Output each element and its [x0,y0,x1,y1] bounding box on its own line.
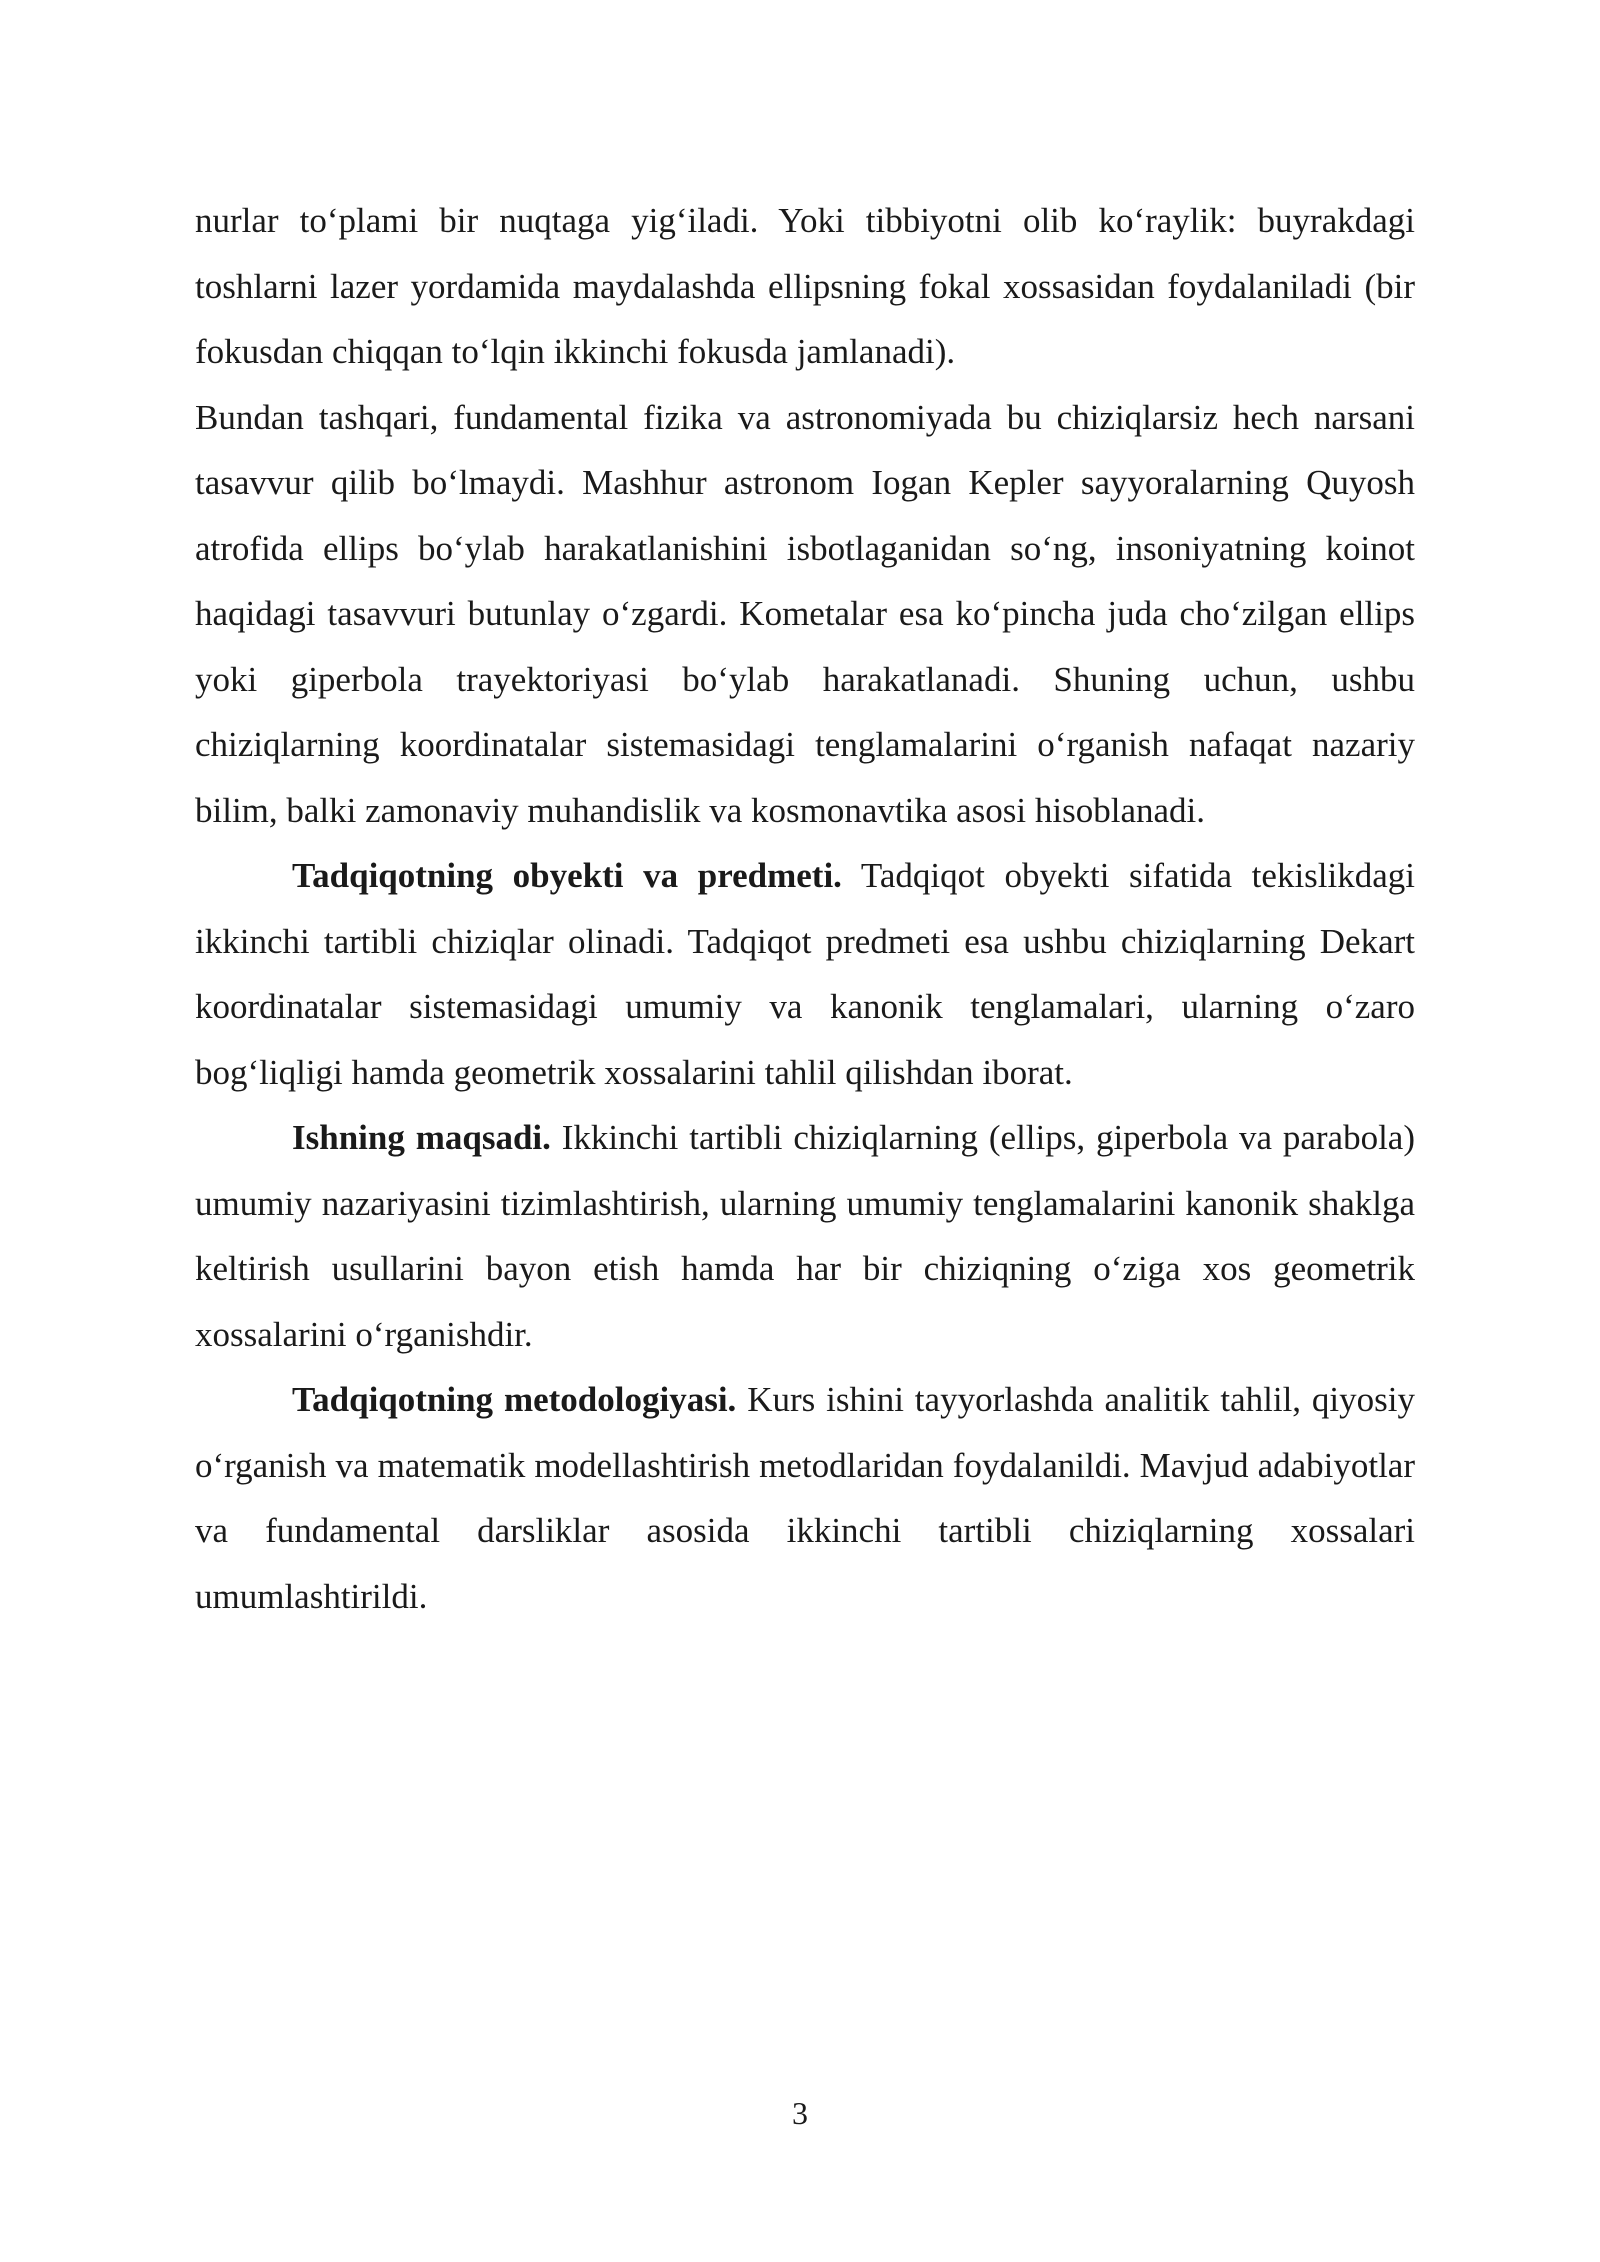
paragraph-goal [195,1105,1415,1367]
section-heading-goal: Ishning maqsadi. [292,1118,551,1157]
document-body [195,188,1415,1629]
paragraph-methodology [195,1367,1415,1629]
paragraph-research-object [195,843,1415,1105]
page-number: 3 [792,2095,808,2131]
paragraph-continuation: nurlar to‘plami bir nuqtaga yig‘iladi. Yoki tibbiyotni olib ko‘raylik: buyrakdagi toshlarni lazer yordamida maydalashda ellipsning fokal xossasidan foydalaniladi (bir fokusdan chiqqan to‘lqin ikkinchi fokusda jamlanadi). [195,201,1415,371]
paragraph-text: Tadqiqot obyekti sifatida tekislikdagi ikkinchi tartibli chiziqlar olinadi. Tadqiqot predmeti esa ushbu chiziqlarning Dekart koordinatalar sistemasidagi umumiy va kanonik tenglamalari, ularning o‘zaro bog‘liqligi hamda geometrik xossalarini tahlil qilishdan iborat. [195,856,1415,1092]
paragraph-text: Ikkinchi tartibli chiziqlarning (ellips, giperbola va parabola) umumiy nazariyasini tizimlashtirish, ularning umumiy tenglamalarini kanonik shaklga keltirish usullarini bayon etish hamda har bir chiziqning o‘ziga xos geometrik xossalarini o‘rganishdir. [195,1118,1415,1354]
section-heading-research-object: Tadqiqotning obyekti va predmeti. [292,856,842,895]
section-heading-methodology: Tadqiqotning metodologiyasi. [292,1380,737,1419]
paragraph-text: Kurs ishini tayyorlashda analitik tahlil, qiyosiy o‘rganish va matematik modellashtirish metodlaridan foydalanildi. Mavjud adabiyotlar va fundamental darsliklar asosida ikkinchi tartibli chiziqlarning xossalari umumlashtirildi. [195,1380,1416,1616]
paragraph-astronomy: Bundan tashqari, fundamental fizika va astronomiyada bu chiziqlarsiz hech narsani tasavvur qilib bo‘lmaydi. Mashhur astronom Iogan Kepler sayyoralarning Quyosh atrofida ellips bo‘ylab harakatlanishini isbotlaganidan so‘ng, insoniyatning koinot haqidagi tasavvuri butunlay o‘zgardi. Kometalar esa ko‘pincha juda cho‘zilgan ellips yoki giperbola trayektoriyasi bo‘ylab harakatlanadi. Shuning uchun, ushbu chiziqlarning koordinatalar sistemasidagi tenglamalarini o‘rganish nafaqat nazariy bilim, balki zamonaviy muhandislik va kosmonavtika asosi hisoblanadi. [195,397,1415,830]
